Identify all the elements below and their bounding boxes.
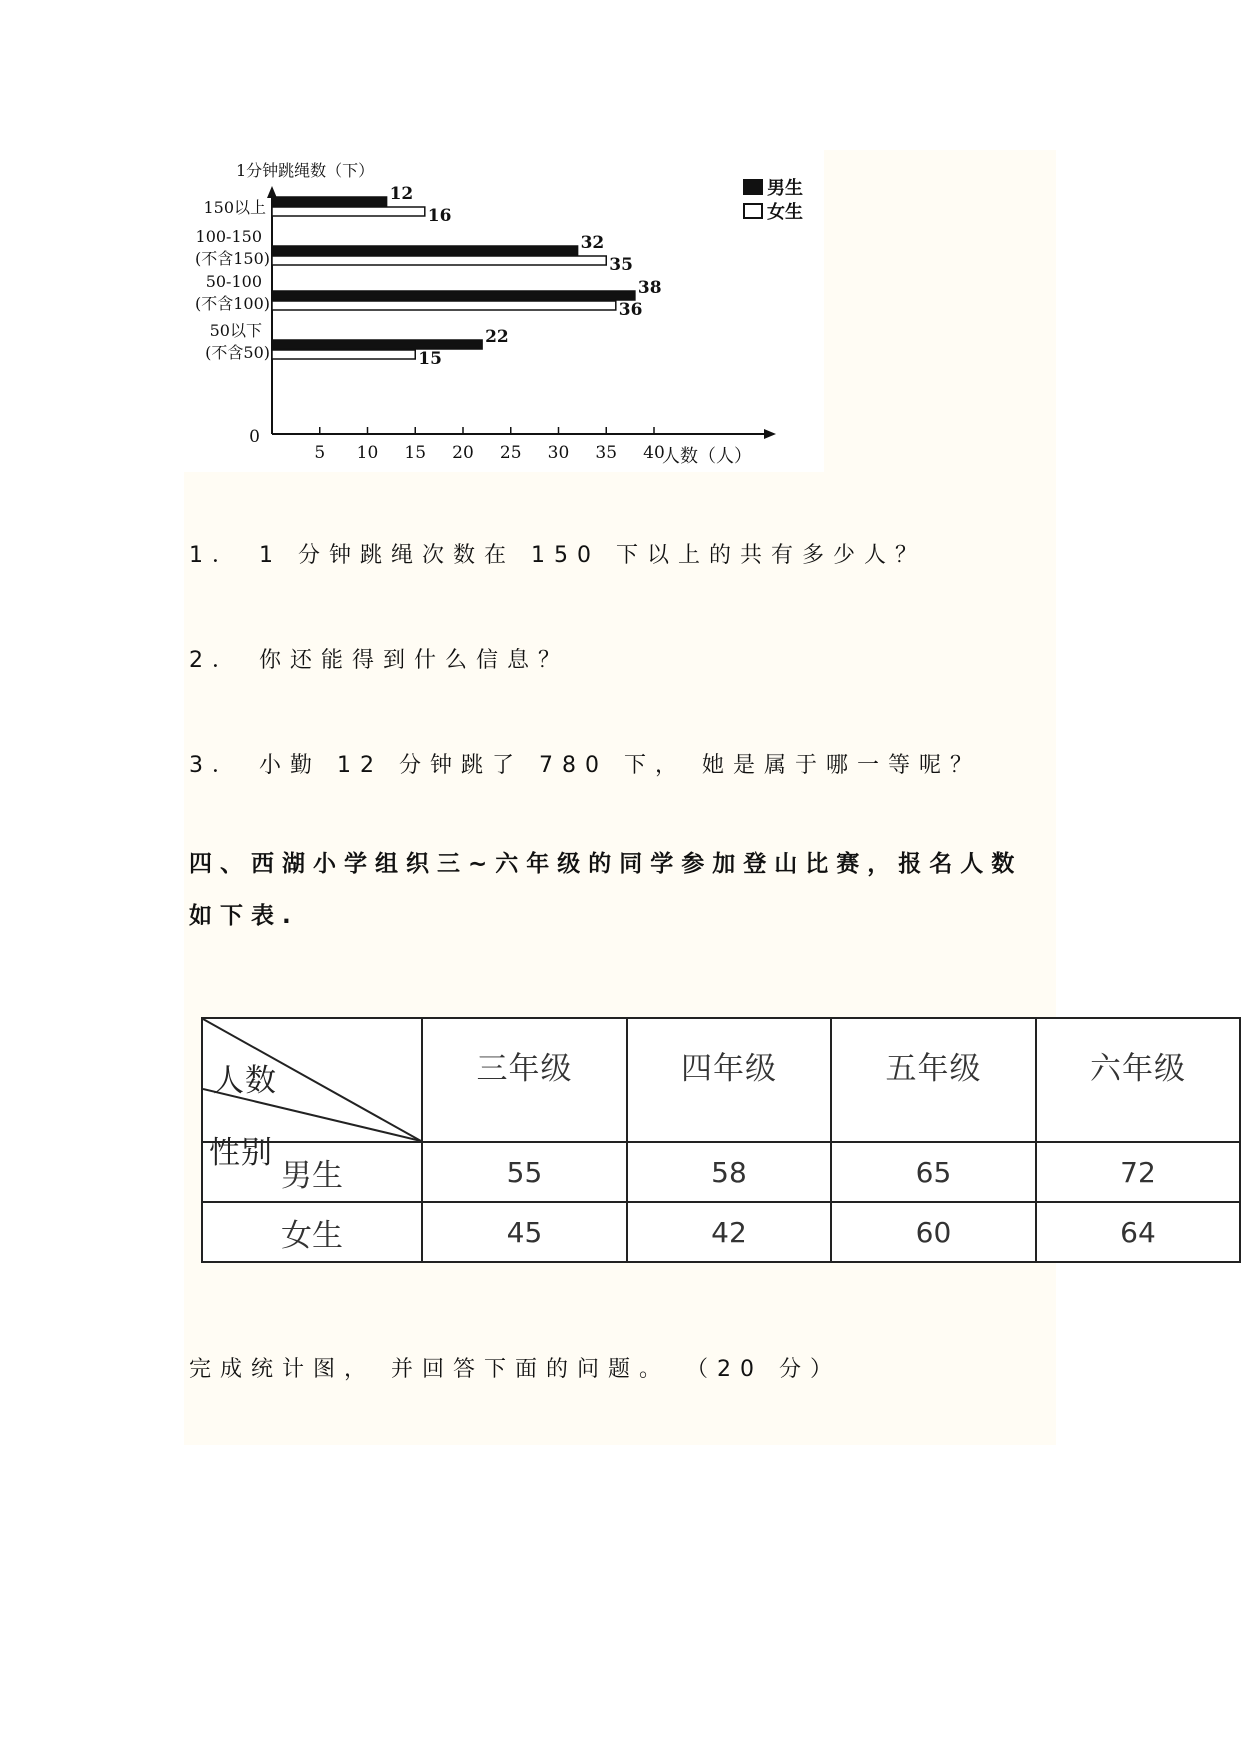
footer-instruction: 完成统计图， 并回答下面的问题。 （20 分） — [189, 1357, 841, 1382]
category-label: 100-150 — [195, 227, 262, 246]
bar-boys — [272, 246, 578, 255]
cell-girls-grade-6: 64 — [1036, 1202, 1240, 1262]
bar-boys-value-label: 12 — [389, 184, 414, 204]
table-header-row — [202, 1018, 1240, 1142]
corner-label-count: 人数 — [213, 1063, 277, 1099]
section-4-line-1: 四、西湖小学组织三~六年级的同学参加登山比赛，报名人数 — [189, 851, 1023, 877]
section-4-heading — [189, 838, 1069, 942]
question-1: 1． 1 分钟跳绳次数在 150 下以上的共有多少人？ — [189, 543, 926, 568]
category-label-sub: (不含100) — [194, 294, 270, 313]
row-label-girls: 女生 — [202, 1202, 422, 1262]
category-label-sub: (不含50) — [205, 343, 270, 362]
legend-boys-label: 男生 — [767, 178, 803, 199]
x-tick-label: 25 — [499, 443, 522, 463]
category-label-sub: (不含150) — [194, 249, 270, 268]
bar-girls-value-label: 36 — [618, 300, 643, 320]
cell-girls-grade-3: 45 — [422, 1202, 627, 1262]
header-grade-4: 四年级 — [627, 1018, 831, 1142]
cell-boys-grade-6: 72 — [1036, 1142, 1240, 1202]
bar-girls — [272, 256, 606, 265]
x-axis-label: 人数（人） — [662, 446, 752, 467]
x-tick-label: 40 — [643, 443, 665, 463]
category-label: 150以上 — [203, 198, 266, 217]
chart-canvas — [184, 150, 824, 472]
bar-girls-value-label: 35 — [609, 255, 633, 275]
row-label-boys: 男生 — [202, 1142, 422, 1202]
bar-boys — [272, 197, 387, 206]
bar-girls — [272, 207, 425, 216]
bar-boys-value-label: 32 — [580, 233, 605, 253]
bar-girls-value-label: 16 — [427, 206, 452, 226]
jump-rope-bar-chart — [184, 150, 824, 472]
question-3: 3． 小勤 12 分钟跳了 780 下， 她是属于哪一等呢？ — [189, 753, 981, 778]
table-row-girls — [202, 1202, 1240, 1262]
legend-boys-swatch — [744, 180, 762, 194]
question-2: 2． 你还能得到什么信息？ — [189, 648, 569, 673]
x-tick-label: 5 — [314, 443, 326, 463]
x-axis-arrow — [764, 429, 776, 439]
table-corner-cell — [202, 1018, 422, 1171]
legend-girls-label: 女生 — [767, 202, 803, 223]
cell-boys-grade-5: 65 — [831, 1142, 1036, 1202]
bar-girls-value-label: 15 — [418, 349, 442, 369]
cell-boys-grade-4: 58 — [627, 1142, 831, 1202]
origin-label: 0 — [249, 427, 260, 447]
x-tick-label: 20 — [452, 443, 474, 463]
y-axis-arrow — [267, 186, 277, 198]
header-grade-6: 六年级 — [1036, 1018, 1240, 1142]
bar-girls — [272, 301, 616, 310]
cell-boys-grade-3: 55 — [422, 1142, 627, 1202]
section-4-line-2: 如下表. — [189, 903, 299, 929]
x-tick-label: 10 — [356, 443, 379, 463]
header-grade-3: 三年级 — [422, 1018, 627, 1142]
registration-table — [201, 1017, 1241, 1263]
bar-boys — [272, 340, 482, 349]
header-grade-5: 五年级 — [831, 1018, 1036, 1142]
table-row-boys — [202, 1142, 1240, 1202]
bar-girls — [272, 350, 415, 359]
legend-girls-swatch — [744, 204, 762, 218]
x-tick-label: 35 — [595, 443, 618, 463]
x-tick-label: 30 — [547, 443, 570, 463]
bar-boys-value-label: 38 — [637, 278, 662, 298]
cell-girls-grade-5: 60 — [831, 1202, 1036, 1262]
y-axis-label: 1分钟跳绳数（下） — [236, 161, 375, 180]
cell-girls-grade-4: 42 — [627, 1202, 831, 1262]
bar-boys-value-label: 22 — [485, 327, 509, 347]
x-tick-label: 15 — [404, 443, 427, 463]
bar-boys — [272, 291, 635, 300]
category-label: 50以下 — [209, 321, 262, 340]
corner-label-gender: 性别 — [209, 1135, 273, 1171]
category-label: 50-100 — [205, 272, 262, 291]
